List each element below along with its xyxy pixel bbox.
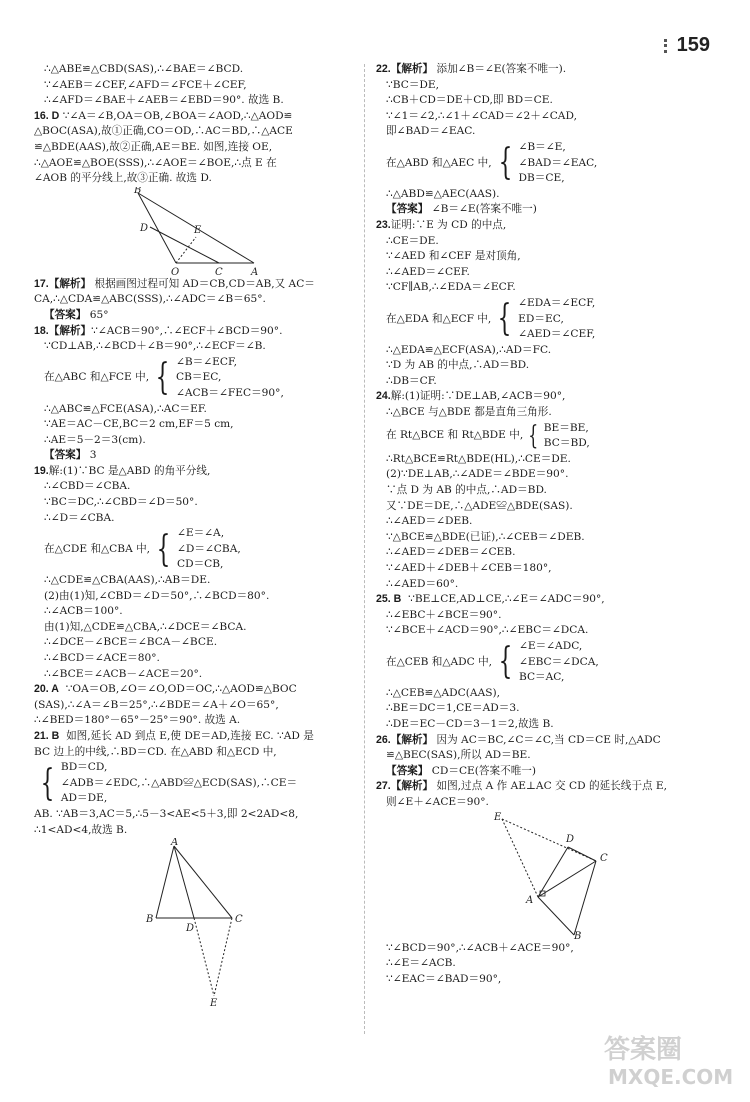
- q27-figure: [486, 811, 636, 941]
- q15-tail: ∴△ABE≌△CBD(SAS),∴∠BAE＝∠BCD. ∵∠AEB＝∠CEF,∠AFD＝∠FCE＋∠CEF, ∴∠AFD＝∠BAE＋∠AEB＝∠EBD＝90°. 故选 B.: [44, 63, 284, 107]
- fig27-label-e: E: [494, 811, 502, 823]
- fig21-label-b: B: [146, 914, 154, 926]
- q24-system: 在 Rt△BCE 和 Rt△BDE 中, { BE＝BE, BC＝BD,: [386, 421, 590, 452]
- page-marker-icon: [664, 39, 671, 53]
- q16-figure: [124, 187, 274, 277]
- q18-system: 在△ABC 和△FCE 中, { ∠B＝∠ECF, CB＝EC, ∠ACB＝∠FEC＝90°,: [44, 355, 284, 399]
- right-column: [376, 62, 706, 987]
- fig27-label-a: A: [526, 894, 534, 906]
- q22: 22.【解析】 添加∠B＝∠E(答案不唯一). ∵BC＝DE, ∴CB＋CD＝DE＋CD,即 BD＝CE. ∵∠1＝∠2,∴∠1＋∠CAD＝∠2＋∠CAD, 即∠BAD＝∠EAC. 在△ABD 和△AEC 中, { ∠B＝∠E, ∠BAD＝∠EAC, DB＝CE, ∴△ABD≌△AEC(AAS). 【答案】 ∠B＝∠E(答案不唯一): [376, 62, 706, 218]
- q21: 21. B 如图,延长 AD 到点 E,使 DE＝AD,连接 EC. ∵AD 是 BC 边上的中线,∴BD＝CD. 在△ABD 和△ECD 中, { BD＝CD, ∠ADB＝∠EDC,∴△ABD≌△ECD(SAS),∴CE＝ AD＝DE, AB. ∵AB＝3,AC＝5,∴5－3<AE<5＋3,即 2<2AD<8, ∴1<AD<4,故选 B. A B D C E: [34, 729, 352, 1008]
- column-divider: [364, 64, 365, 1034]
- q21-figure: [144, 838, 264, 1008]
- left-column: [34, 62, 352, 1008]
- fig27-label-c: C: [600, 852, 608, 864]
- watermark-line2: MXQE.COM: [608, 1065, 734, 1089]
- q19-system: 在△CDE 和△CBA 中, { ∠E＝∠A, ∠D＝∠CBA, CD＝CB,: [44, 527, 241, 571]
- q22-system: 在△ABD 和△AEC 中, { ∠B＝∠E, ∠BAD＝∠EAC, DB＝CE,: [386, 140, 598, 185]
- q25: 25. B ∵BE⊥CE,AD⊥CE,∴∠E＝∠ADC＝90°, ∴∠EBC＋∠BCE＝90°. ∵∠BCE＋∠ACD＝90°,∴∠EBC＝∠DCA. 在△CEB 和△ADC 中, { ∠E＝∠ADC, ∠EBC＝∠DCA, BC＝AC, ∴△CEB≌△ADC(AAS), ∴BE＝DC＝1,CE＝AD＝3. ∴DE＝EC－CD＝3－1＝2,故选 B.: [376, 592, 706, 732]
- q26: 26.【解析】 因为 AC＝BC,∠C＝∠C,当 CD＝CE 时,△ADC ≌△BEC(SAS),所以 AD＝BE. 【答案】 CD＝CE(答案不唯一): [376, 733, 661, 777]
- q21-system: { BD＝CD, ∠ADB＝∠EDC,∴△ABD≌△ECD(SAS),∴CE＝ AD＝DE,: [40, 761, 298, 805]
- fig16-label-o: O: [171, 266, 180, 277]
- q16: 16. D ∵∠A＝∠B,OA＝OB,∠BOA＝∠AOD,∴△AOD≌ △BOC(ASA),故①正确,CO＝OD,∴AC＝BD,∴△ACE ≌△BDE(AAS),故②正确,AE＝BE. 如图,连接 OE, ∴△AOE≌△BOE(SSS),∴∠AOE＝∠BOE,∴点 E 在 ∠AOB 的平分线上,故③正确. 故选 D. B D E O C A: [34, 109, 293, 277]
- q18: 18.【解析】∵∠ACB＝90°,∴∠ECF＋∠BCD＝90°. ∵CD⊥AB,∴∠BCD＋∠B＝90°,∴∠ECF＝∠B. 在△ABC 和△FCE 中, { ∠B＝∠ECF, CB＝EC, ∠ACB＝∠FEC＝90°, ∴△ABC≌△FCE(ASA),∴AC＝EF. ∵AE＝AC－CE,BC＝2 cm,EF＝5 cm, ∴AE＝5－2＝3(cm). 【答案】 3: [34, 324, 352, 464]
- q23-system: 在△EDA 和△ECF 中, { ∠EDA＝∠ECF, ED＝EC, ∠AED＝∠CEF,: [386, 296, 596, 341]
- q23: 23.证明:∵E 为 CD 的中点, ∴CE＝DE. ∵∠AED 和∠CEF 是对顶角, ∴∠AED＝∠CEF. ∵CF∥AB,∴∠EDA＝∠ECF. 在△EDA 和△ECF 中, { ∠EDA＝∠ECF, ED＝EC, ∠AED＝∠CEF, ∴△EDA≌△ECF(ASA),∴AD＝FC. ∵D 为 AB 的中点,∴AD＝BD. ∴DB＝CF.: [376, 218, 706, 390]
- fig27-label-d: D: [566, 833, 575, 845]
- page-number: 159: [664, 34, 710, 57]
- watermark-line1: 答案圈: [604, 1035, 683, 1065]
- watermark-logo: [600, 1030, 740, 1090]
- fig16-label-c: C: [215, 266, 223, 277]
- fig27-label-b: B: [574, 930, 582, 941]
- fig21-label-d: D: [186, 923, 195, 935]
- q27: 27.【解析】 如图,过点 A 作 AE⊥AC 交 CD 的延长线于点 E, 则∠E＋∠ACE＝90°. E D C A B ∵∠BCD＝90°,∴∠ACB＋∠ACE＝90°, ∴∠E＝∠ACB. ∵∠EAC＝∠BAD＝90°,: [376, 780, 668, 985]
- fig16-label-b: B: [134, 186, 142, 196]
- fig16-label-e: E: [194, 224, 202, 236]
- fig16-label-a: A: [251, 266, 259, 277]
- fig21-label-c: C: [235, 914, 243, 926]
- q17: 17.【解析】 根据画图过程可知 AD＝CB,CD＝AB,又 AC＝ CA,∴△CDA≌△ABC(SSS),∴∠ADC＝∠B＝65°. 【答案】 65°: [34, 277, 315, 321]
- fig16-label-d: D: [140, 222, 149, 234]
- q20: 20. A ∵OA＝OB,∠O＝∠O,OD＝OC,∴△AOD≌△BOC (SAS),∴∠A＝∠B＝25°,∴∠BDE＝∠A＋∠O＝65°, ∴∠BED＝180°－65°－25°＝90°. 故选 A.: [34, 683, 297, 727]
- q19: 19.解:(1)∵BC 是△ABD 的角平分线, ∴∠CBD＝∠CBA. ∵BC＝DC,∴∠CBD＝∠D＝50°. ∴∠D＝∠CBA. 在△CDE 和△CBA 中, { ∠E＝∠A, ∠D＝∠CBA, CD＝CB, ∴△CDE≌△CBA(AAS),∴AB＝DE. (2)由(1)知,∠CBD＝∠D＝50°,∴∠BCD＝80°. ∴∠ACB＝100°. 由(1)知,△CDE≌△CBA,∴∠DCE＝∠BCA. ∴∠DCE－∠BCE＝∠BCA－∠BCE. ∴∠BCD＝∠ACE＝80°. ∴∠BCE＝∠ACB－∠ACE＝20°.: [34, 464, 352, 682]
- fig21-label-a: A: [171, 838, 179, 849]
- q25-system: 在△CEB 和△ADC 中, { ∠E＝∠ADC, ∠EBC＝∠DCA, BC＝AC,: [386, 639, 599, 684]
- fig21-label-e: E: [210, 998, 218, 1009]
- q24: 24.解:(1)证明:∵DE⊥AB,∠ACB＝90°, ∴△BCE 与△BDE 都是直角三角形. 在 Rt△BCE 和 Rt△BDE 中, { BE＝BE, BC＝BD, ∴Rt△BCE≌Rt△BDE(HL),∴CE＝DE. (2)∵DE⊥AB,∴∠ADE＝∠BDE＝90°. ∵点 D 为 AB 的中点,∴AD＝BD. 又∵DE＝DE,∴△ADE≌△BDE(SAS). ∴∠AED＝∠DEB. ∵△BCE≌△BDE(已证),∴∠CEB＝∠DEB. ∴∠AED＝∠DEB＝∠CEB. ∵∠AED＋∠DEB＋∠CEB＝180°, ∴∠AED＝60°.: [376, 389, 706, 592]
